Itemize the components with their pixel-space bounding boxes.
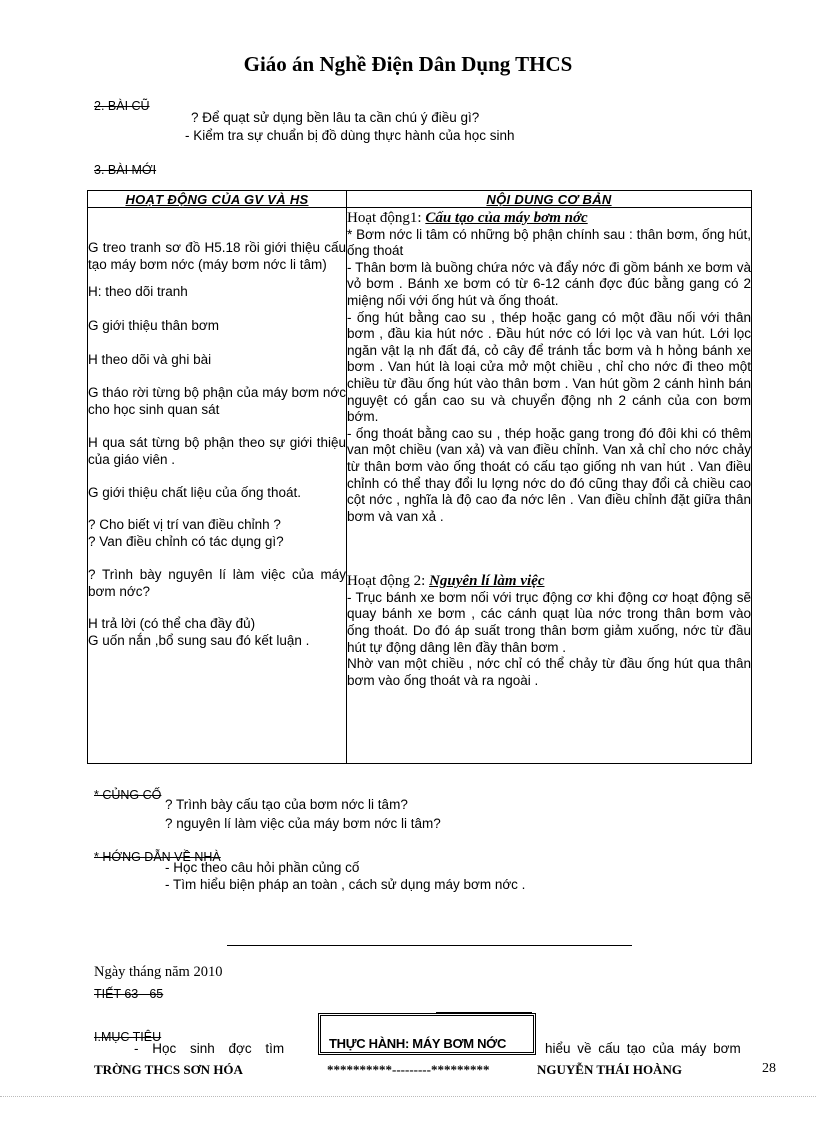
activity-1-title: Cấu tạo của máy bơm nớc [425, 210, 588, 226]
activity-line: G giới thiệu thân bơm [88, 318, 220, 333]
activity-line: ? Trình bày nguyên lí làm việc của máy bơm nớc? [88, 567, 346, 599]
activity-line: H trả lời (có thể cha đầy đủ) [88, 616, 256, 631]
content-paragraph: - Thân bơm là buồng chứa nớc và đẩy nớc đi gồm bánh xe bơm và vỏ bơm . Bánh xe bơm có từ 6-12 cánh đợc đúc bằng gang có 2 miệng nối với ống hút và ống thoát. [347, 259, 751, 308]
footer-teacher: NGUYỄN THÁI HOÀNG [537, 1062, 682, 1077]
lesson-title-box [318, 1013, 536, 1055]
separator-line [227, 945, 632, 946]
bai-cu-question: ? Để quạt sử dụng bền lâu ta cần chú ý điều gì? [191, 110, 480, 125]
table-header-right [347, 191, 752, 208]
section-muc-tieu-label: I.MỤC TIÊU [94, 1030, 162, 1044]
page-number: 28 [762, 1061, 776, 1076]
muc-tieu-end: hiểu về cấu tạo của máy bơm [545, 1041, 741, 1056]
huong-dan-line: - Tìm hiểu biện pháp an toàn , cách sử dụng máy bơm nớc . [165, 877, 526, 892]
content-paragraph: - ống thoát bằng cao su , thép hoặc gang trong đó đôi khi có thêm van một chiều (van xả) và van điều chỉnh. Van xả chỉ cho nớc chảy từ thân bơm vào ống thoát có cấu tạo giống nh van hút . Van điều chỉnh có thể thay đổi lu lợng nớc do đó cũng thay đổi cả chiều cao cột nớc , nghĩa là độ cao đa nớc lên . Van điều chỉnh đặt giữa thân bơm và van xả . [347, 425, 751, 524]
activity-2-title: Nguyên lí làm việc [429, 573, 545, 590]
lesson-date: Ngày tháng năm 2010 [94, 964, 223, 980]
cung-co-question: ? nguyên lí làm việc của máy bơm nớc li tâm? [165, 816, 441, 831]
activity-1-label: Hoạt động1: [347, 210, 422, 226]
activity-line: G treo tranh sơ đồ H5.18 rồi giới thiệu cấu tạo máy bơm nớc (máy bơm nớc li tâm) [88, 240, 346, 272]
footer-separator: **********---------********* [327, 1062, 490, 1077]
activity-line: H: theo dõi tranh [88, 284, 188, 299]
lesson-table [87, 190, 752, 764]
activity-line: ? Cho biết vị trí van điều chỉnh ? [88, 517, 281, 532]
activity-line: H theo dõi và ghi bài [88, 352, 212, 367]
activity-line: G tháo rời từng bộ phận của máy bơm nớc cho học sinh quan sát [88, 385, 346, 417]
table-header-left [88, 191, 347, 208]
content-paragraph: - ống hút bằng cao su , thép hoặc gang có một đầu nối với thân bơm , đầu kia hút nớc . Đầu hút nớc có lới lọc và van hút. Lới lọc ngăn vật lạ nh đất đá, cỏ cây để tránh tắc bơm và h hỏng bánh xe bơm . Van hút là loại cửa mở một chiều , chỉ cho nớc đi theo một chiều từ đầu ống hút vào thân bơm . Van hút gồm 2 cánh hình bán nguyệt có gắn cao su và chuyển động nh 2 cánh của con bơm bớm. [347, 309, 751, 425]
lesson-period: TIẾT 63 - 65 [94, 987, 164, 1001]
section-bai-moi-label: 3. BÀI MỚI [94, 163, 157, 177]
header-content: NỘI DUNG CƠ BẢN [486, 192, 612, 207]
activity-line: G giới thiệu chất liệu của ống thoát. [88, 485, 301, 500]
activity-2-heading [347, 573, 751, 590]
content-paragraph: - Trục bánh xe bơm nối với trục động cơ khi động cơ hoạt động sẽ quay bánh xe bơm , các cánh quạt lùa nớc trong thân bơm vào ống thoát. Do đó áp suất trong thân bơm giảm xuống, nớc từ đầu hút tự động dâng lên đầy thân bơm . [347, 589, 751, 655]
activity-2-label: Hoạt động 2: [347, 573, 426, 590]
page-title: Giáo án Nghề Điện Dân Dụng THCS [243, 52, 573, 76]
content-paragraph: * Bơm nớc li tâm có những bộ phận chính sau : thân bơm, ống hút, ống thoát [347, 226, 751, 259]
cung-co-question: ? Trình bày cấu tạo của bơm nớc li tâm? [165, 797, 408, 812]
footer-school: TRỜNG THCS SƠN HÓA [94, 1062, 243, 1077]
section-cung-co-label: * CỦNG CỐ [94, 788, 162, 802]
activity-1-heading [347, 210, 751, 227]
section-bai-cu-label: 2. BÀI CŨ [94, 99, 150, 113]
huong-dan-line: - Học theo câu hỏi phần củng cố [165, 860, 360, 875]
content-paragraph: Nhờ van một chiều , nớc chỉ có thể chảy từ đầu ống hút qua thân bơm vào ống thoát và ra ngoài . [347, 656, 751, 688]
activity-line: H qua sát từng bộ phận theo sự giới thiệu của giáo viên . [88, 435, 346, 467]
activities-column [88, 208, 347, 764]
header-activities: HOẠT ĐỘNG CỦA GV VÀ HS [125, 192, 309, 207]
lesson-title: THỰC HÀNH: MÁY BƠM NỚC [329, 1036, 507, 1051]
activity-line: ? Van điều chỉnh có tác dụng gì? [88, 534, 284, 549]
bai-cu-check: - Kiểm tra sự chuẩn bị đồ dùng thực hành của học sinh [185, 128, 515, 143]
activity-line: G uốn nắn ,bổ sung sau đó kết luận . [88, 633, 310, 648]
page-edge [0, 1096, 816, 1097]
section-huong-dan-label: * HỚNG DẪN VỀ NHÀ [94, 850, 221, 864]
content-column [347, 208, 752, 764]
muc-tieu-start: - Học sinh đợc tìm [134, 1041, 285, 1056]
